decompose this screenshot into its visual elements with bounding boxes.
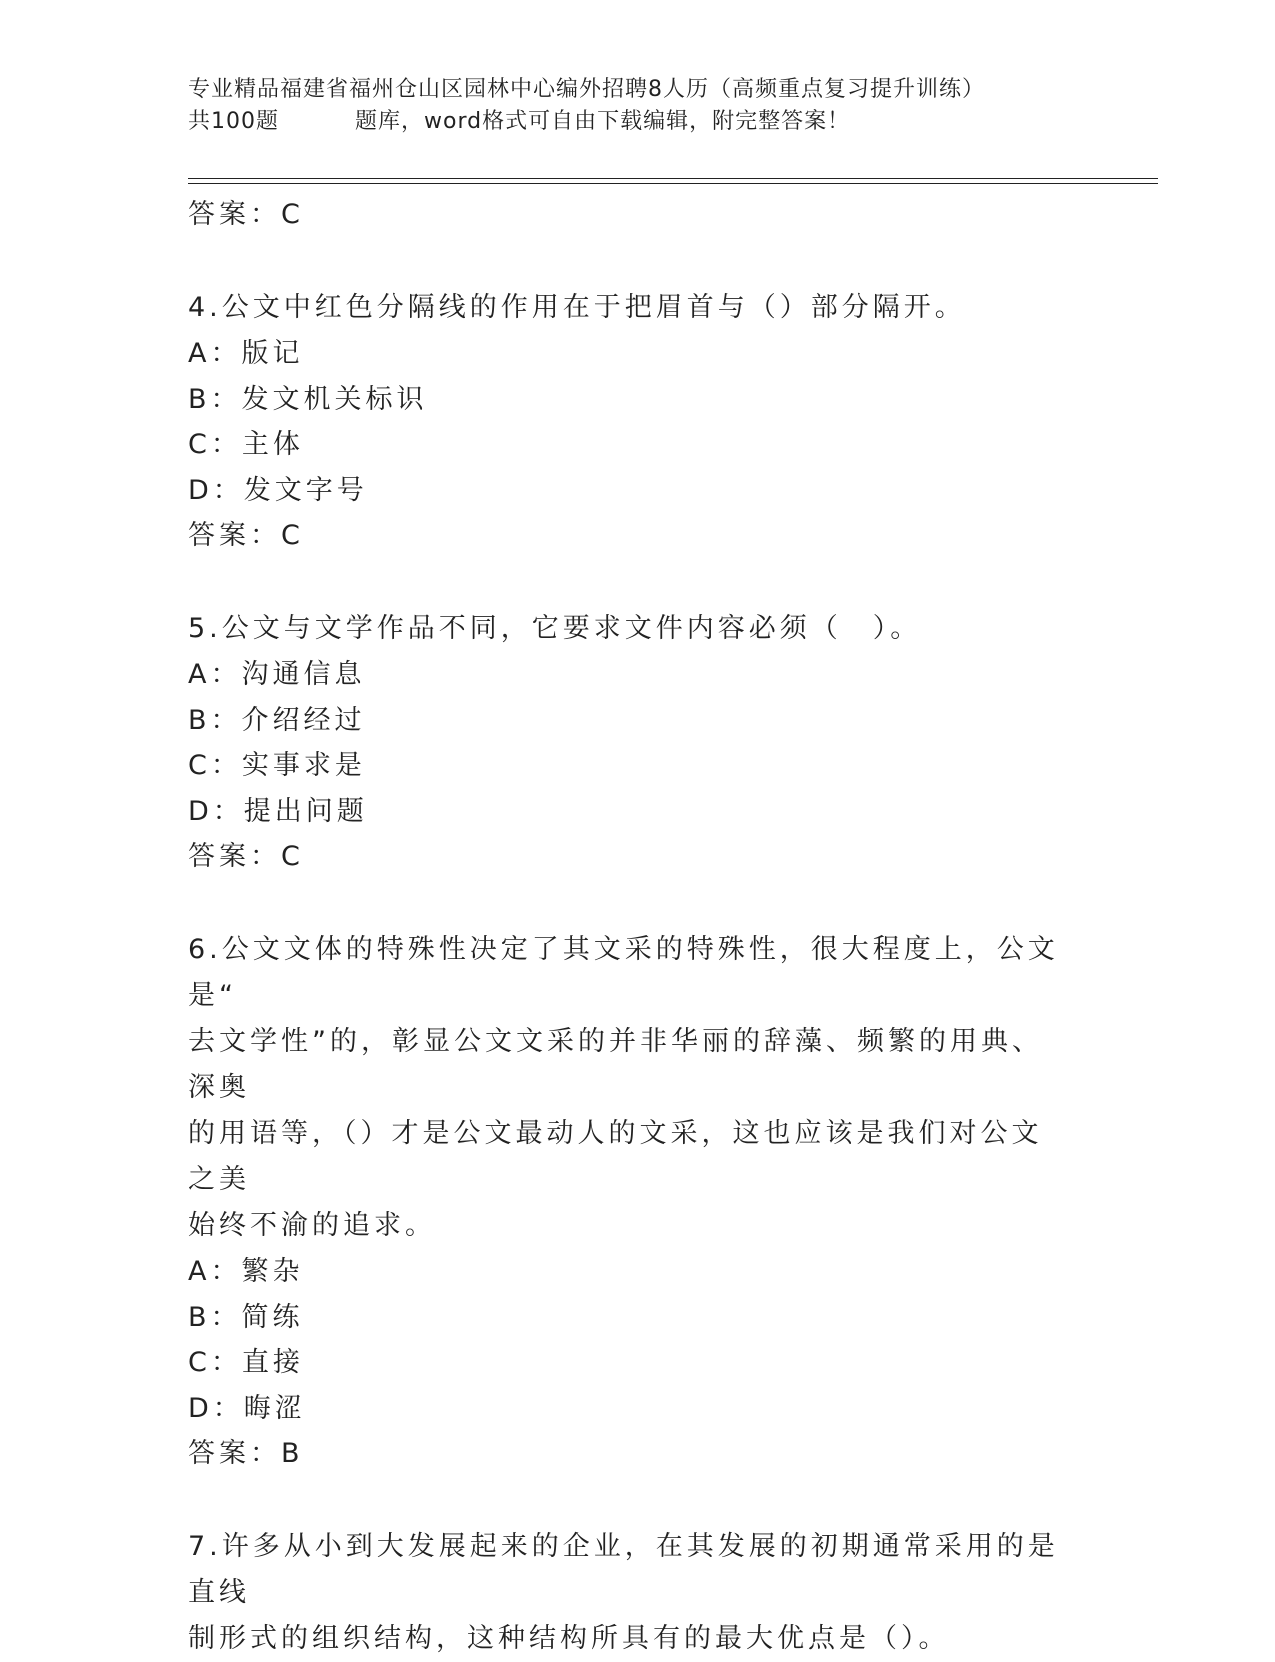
option-c: C：实事求是 bbox=[188, 750, 366, 781]
question-stem-line: 去文学性”的，彰显公文文采的并非华丽的辞藻、频繁的用典、深奥 bbox=[188, 1026, 1043, 1103]
header-divider-top bbox=[188, 178, 1158, 179]
option-b: B：介绍经过 bbox=[188, 704, 366, 736]
option-a: A：繁杂 bbox=[188, 1256, 304, 1287]
option-a: A：版记 bbox=[188, 338, 304, 369]
question-stem: 4.公文中红色分隔线的作用在于把眉首与（）部分隔开。 bbox=[188, 292, 966, 323]
question-stem-line: 的用语等，（）才是公文最动人的文采，这也应该是我们对公文之美 bbox=[188, 1118, 1043, 1195]
option-d: D：晦涩 bbox=[188, 1392, 306, 1424]
question-list bbox=[188, 188, 1068, 1662]
answer-line: 答案：C bbox=[188, 520, 304, 551]
question-6 bbox=[188, 927, 1068, 1476]
header-question-count: 共100题 bbox=[188, 109, 279, 134]
question-stem: 5.公文与文学作品不同，它要求文件内容必须（ ）。 bbox=[188, 613, 922, 644]
header-subtitle-line bbox=[188, 106, 1088, 138]
option-c: C：直接 bbox=[188, 1347, 304, 1378]
header-format-note: 题库，word格式可自由下载编辑，附完整答案！ bbox=[355, 109, 851, 134]
option-a: A：沟通信息 bbox=[188, 659, 366, 690]
document-header bbox=[188, 74, 1088, 138]
option-b: B：简练 bbox=[188, 1301, 304, 1333]
question-4 bbox=[188, 285, 1068, 558]
option-b: B：发文机关标识 bbox=[188, 383, 428, 415]
option-c: C：主体 bbox=[188, 429, 304, 460]
question-5 bbox=[188, 606, 1068, 879]
question-stem-line: 始终不渝的追求。 bbox=[188, 1210, 436, 1241]
question-7 bbox=[188, 1524, 1068, 1662]
option-d: D：提出问题 bbox=[188, 795, 368, 827]
question-stem-line: 制形式的组织结构，这种结构所具有的最大优点是（）。 bbox=[188, 1623, 950, 1654]
question-stem-line: 7.许多从小到大发展起来的企业，在其发展的初期通常采用的是直线 bbox=[188, 1531, 1059, 1608]
answer-line: 答案：C bbox=[188, 841, 304, 872]
header-divider-bottom bbox=[188, 183, 1158, 184]
option-d: D：发文字号 bbox=[188, 474, 368, 506]
question-stem-line: 6.公文文体的特殊性决定了其文采的特殊性，很大程度上，公文是“ bbox=[188, 934, 1059, 1011]
answer-line: 答案：C bbox=[188, 199, 304, 230]
header-title-line: 专业精品福建省福州仓山区园林中心编外招聘8人历（高频重点复习提升训练） bbox=[188, 77, 985, 102]
answer-line: 答案：B bbox=[188, 1438, 304, 1469]
